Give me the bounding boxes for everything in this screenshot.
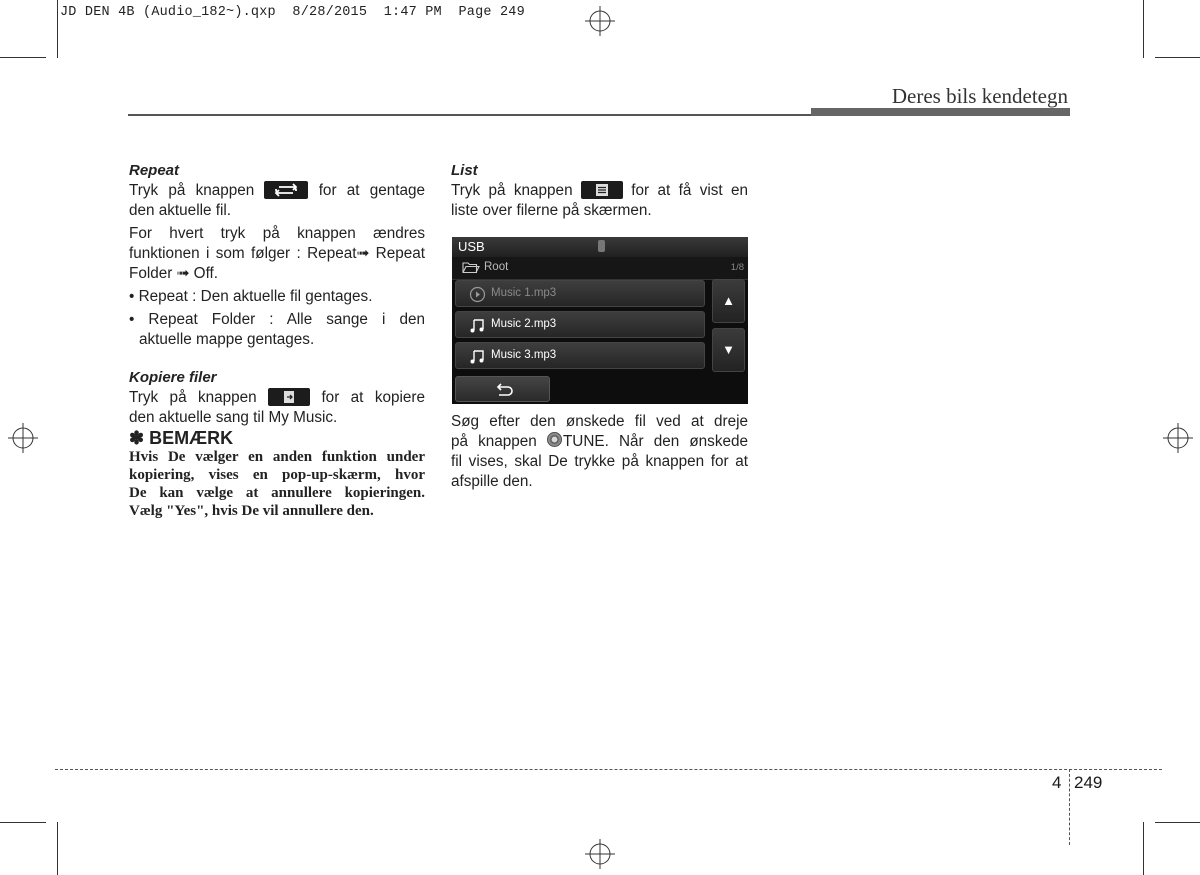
folder-name: Root xyxy=(484,261,509,273)
tune-text: afspille den. xyxy=(451,473,533,490)
file-row[interactable] xyxy=(455,311,705,338)
note-text: Hvis De vælger en anden funktion under xyxy=(129,449,425,465)
right-column xyxy=(451,161,748,221)
usb-icon xyxy=(598,240,605,252)
tune-knob-icon xyxy=(547,432,562,447)
file-row-selected[interactable] xyxy=(455,280,705,307)
tune-text: fil vises, skal De trykke på knappen for at xyxy=(451,453,748,470)
list-heading: List xyxy=(451,162,478,179)
repeat-mode-text: funktionen i som følger : Repeat➟ Repeat xyxy=(129,245,425,262)
repeat-text-line: Tryk på knappen for at gentage xyxy=(129,182,425,199)
footer-rule xyxy=(55,769,1162,770)
crop-mark xyxy=(1155,822,1200,823)
back-arrow-icon xyxy=(494,383,514,397)
file-name: Music 1.mp3 xyxy=(491,287,557,299)
file-name: Music 3.mp3 xyxy=(491,349,557,361)
file-name: Music 2.mp3 xyxy=(491,318,557,330)
header-rule xyxy=(128,114,828,116)
crop-mark xyxy=(57,822,58,875)
print-slug: JD DEN 4B (Audio_182~).qxp 8/28/2015 1:47 PM Page 249 xyxy=(60,5,525,20)
music-note-icon xyxy=(469,317,486,334)
registration-mark-icon xyxy=(585,839,615,869)
music-note-icon xyxy=(469,348,486,365)
copy-text-line: Tryk på knappen for at kopiere xyxy=(129,389,425,406)
crop-mark xyxy=(1155,57,1200,58)
screen-header xyxy=(452,237,748,257)
repeat-bullet: aktuelle mappe gentages. xyxy=(139,331,315,348)
file-count: 1/8 xyxy=(730,262,744,273)
left-column xyxy=(129,161,425,520)
page-number: 249 xyxy=(1074,773,1103,792)
tune-text: på knappen TUNE. Når den ønskede xyxy=(451,433,748,450)
note-text: Vælg "Yes", hvis De vil annullere den. xyxy=(129,503,374,519)
scroll-down-button[interactable]: ▼ xyxy=(712,328,745,372)
scroll-up-button[interactable]: ▲ xyxy=(712,279,745,323)
registration-mark-icon xyxy=(1163,423,1193,453)
file-row[interactable] xyxy=(455,342,705,369)
crop-mark xyxy=(1143,0,1144,58)
copy-text-line: den aktuelle sang til My Music. xyxy=(129,409,338,426)
footer-divider xyxy=(1069,769,1070,845)
copy-button-icon xyxy=(268,388,310,406)
repeat-heading: Repeat xyxy=(129,162,180,179)
note-text: De kan vælge at annullere kopieringen. xyxy=(129,485,425,501)
repeat-bullet: • Repeat Folder : Alle sange i den xyxy=(129,311,425,328)
play-icon xyxy=(469,286,486,303)
header-rule-bar xyxy=(811,108,1070,116)
tune-text: Søg efter den ønskede fil ved at dreje xyxy=(451,413,748,430)
crop-mark xyxy=(0,57,46,58)
chapter-number: 4 xyxy=(1052,773,1062,792)
note-text: kopiering, vises en pop-up-skærm, hvor xyxy=(129,467,425,483)
folder-path-bar xyxy=(452,257,748,280)
note-title: ✽ BEMÆRK xyxy=(129,428,234,448)
repeat-mode-text: For hvert tryk på knappen ændres xyxy=(129,225,425,242)
usb-file-list-screen xyxy=(452,237,748,404)
section-title: Deres bils kendetegn xyxy=(891,84,1068,108)
crop-mark xyxy=(1143,822,1144,875)
registration-mark-icon xyxy=(585,6,615,36)
repeat-mode-text: Folder ➟ Off. xyxy=(129,265,219,282)
repeat-bullet: • Repeat : Den aktuelle fil gentages. xyxy=(129,288,373,305)
folder-icon xyxy=(462,261,480,274)
list-button-icon xyxy=(581,181,623,199)
list-text-line: liste over filerne på skærmen. xyxy=(451,202,652,219)
copy-heading: Kopiere filer xyxy=(129,369,217,386)
crop-mark xyxy=(0,822,46,823)
registration-mark-icon xyxy=(8,423,38,453)
list-text-line: Tryk på knappen for at få vist en xyxy=(451,182,749,199)
source-label: USB xyxy=(458,239,485,254)
crop-mark xyxy=(57,0,58,58)
repeat-button-icon xyxy=(264,181,308,199)
back-button[interactable] xyxy=(455,376,550,402)
repeat-text-line: den aktuelle fil. xyxy=(129,202,232,219)
tune-paragraph xyxy=(451,412,748,492)
